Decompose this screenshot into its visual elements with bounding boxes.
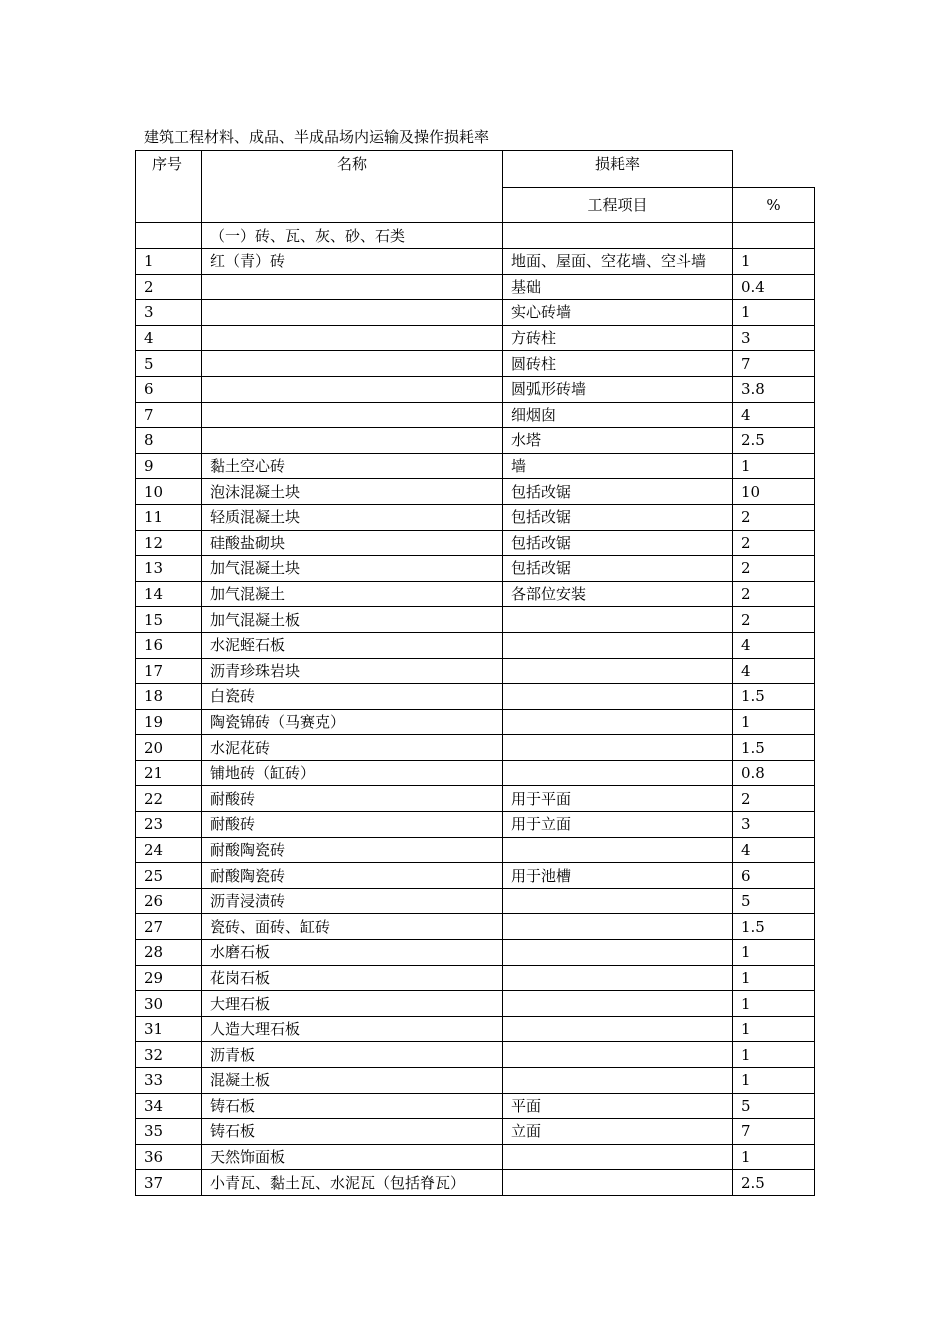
- row-number: 8: [136, 428, 202, 454]
- table-row: [136, 684, 815, 710]
- material-name: 轻质混凝土块: [202, 504, 503, 530]
- loss-rate: 1: [733, 300, 815, 326]
- table-row: [136, 735, 815, 761]
- row-number: 28: [136, 940, 202, 966]
- material-name: [202, 300, 503, 326]
- project-item: [503, 735, 733, 761]
- loss-rate: 1.5: [733, 684, 815, 710]
- table-row: [136, 504, 815, 530]
- header-name: 名称: [202, 151, 503, 223]
- row-number: 26: [136, 888, 202, 914]
- loss-rate: 1: [733, 991, 815, 1017]
- table-row: [136, 1170, 815, 1196]
- material-name: 耐酸砖: [202, 812, 503, 838]
- project-item: [503, 684, 733, 710]
- table-row: [136, 351, 815, 377]
- project-item: 包括改锯: [503, 556, 733, 582]
- project-item: [503, 1016, 733, 1042]
- loss-rate: 3: [733, 325, 815, 351]
- project-item: 包括改锯: [503, 504, 733, 530]
- row-number: 27: [136, 914, 202, 940]
- table-row: [136, 709, 815, 735]
- table-row: [136, 1144, 815, 1170]
- project-item: [503, 632, 733, 658]
- project-item: 平面: [503, 1093, 733, 1119]
- loss-rate: 3.8: [733, 376, 815, 402]
- project-item: [503, 658, 733, 684]
- loss-rate: 2: [733, 556, 815, 582]
- loss-rate: 1: [733, 1068, 815, 1094]
- table-row: [136, 376, 815, 402]
- row-number: 18: [136, 684, 202, 710]
- table-row: [136, 530, 815, 556]
- row-number: 35: [136, 1119, 202, 1145]
- material-name: 沥青珍珠岩块: [202, 658, 503, 684]
- table-row: [136, 786, 815, 812]
- loss-rate: 0.4: [733, 274, 815, 300]
- table-row: [136, 965, 815, 991]
- row-number: 12: [136, 530, 202, 556]
- project-item: 立面: [503, 1119, 733, 1145]
- row-number: 2: [136, 274, 202, 300]
- table-row: [136, 914, 815, 940]
- project-item: [503, 1042, 733, 1068]
- project-item: 细烟囱: [503, 402, 733, 428]
- project-item: 圆弧形砖墙: [503, 376, 733, 402]
- row-number: 33: [136, 1068, 202, 1094]
- row-number: 32: [136, 1042, 202, 1068]
- material-name: 铺地砖（缸砖）: [202, 760, 503, 786]
- project-item: [503, 1068, 733, 1094]
- project-item: [503, 709, 733, 735]
- loss-rate: 2: [733, 530, 815, 556]
- loss-rate: 1: [733, 965, 815, 991]
- material-name: 泡沫混凝土块: [202, 479, 503, 505]
- loss-rate: 2.5: [733, 428, 815, 454]
- project-item: [503, 914, 733, 940]
- row-number: 21: [136, 760, 202, 786]
- material-name: 耐酸陶瓷砖: [202, 863, 503, 889]
- loss-rate-table: [135, 150, 815, 1196]
- material-name: 小青瓦、黏土瓦、水泥瓦（包括脊瓦）: [202, 1170, 503, 1196]
- loss-rate: 1: [733, 940, 815, 966]
- loss-rate: 10: [733, 479, 815, 505]
- loss-rate: 2.5: [733, 1170, 815, 1196]
- row-number: 37: [136, 1170, 202, 1196]
- row-number: 24: [136, 837, 202, 863]
- loss-rate: 4: [733, 658, 815, 684]
- table-row: [136, 428, 815, 454]
- section-row: [136, 223, 815, 249]
- project-item: 水塔: [503, 428, 733, 454]
- row-number: 22: [136, 786, 202, 812]
- section-seq-cell: [136, 223, 202, 249]
- loss-rate: 6: [733, 863, 815, 889]
- table-row: [136, 325, 815, 351]
- loss-rate: 5: [733, 1093, 815, 1119]
- material-name: 黏土空心砖: [202, 453, 503, 479]
- loss-rate: 4: [733, 837, 815, 863]
- section-title: （一）砖、瓦、灰、砂、石类: [202, 223, 503, 249]
- project-item: [503, 965, 733, 991]
- table-row: [136, 300, 815, 326]
- table-row: [136, 888, 815, 914]
- table-row: [136, 632, 815, 658]
- project-item: [503, 1144, 733, 1170]
- table-row: [136, 1119, 815, 1145]
- material-name: [202, 376, 503, 402]
- row-number: 17: [136, 658, 202, 684]
- row-number: 14: [136, 581, 202, 607]
- row-number: 23: [136, 812, 202, 838]
- row-number: 13: [136, 556, 202, 582]
- loss-rate: 1: [733, 1042, 815, 1068]
- project-item: [503, 888, 733, 914]
- table-row: [136, 940, 815, 966]
- material-name: 瓷砖、面砖、缸砖: [202, 914, 503, 940]
- table-row: [136, 812, 815, 838]
- material-name: 水泥蛭石板: [202, 632, 503, 658]
- loss-rate: 0.8: [733, 760, 815, 786]
- material-name: 沥青浸渍砖: [202, 888, 503, 914]
- project-item: [503, 991, 733, 1017]
- loss-rate: 2: [733, 581, 815, 607]
- loss-rate: 7: [733, 351, 815, 377]
- header-percent: %: [733, 188, 815, 223]
- table-row: [136, 249, 815, 275]
- loss-rate: 2: [733, 504, 815, 530]
- loss-rate: 1.5: [733, 914, 815, 940]
- row-number: 10: [136, 479, 202, 505]
- table-row: [136, 274, 815, 300]
- section-rate-cell: [733, 223, 815, 249]
- table-row: [136, 837, 815, 863]
- loss-rate: 1: [733, 249, 815, 275]
- material-name: 耐酸陶瓷砖: [202, 837, 503, 863]
- table-row: [136, 991, 815, 1017]
- material-name: [202, 325, 503, 351]
- loss-rate: 4: [733, 402, 815, 428]
- row-number: 5: [136, 351, 202, 377]
- table-row: [136, 1068, 815, 1094]
- table-row: [136, 607, 815, 633]
- project-item: 包括改锯: [503, 530, 733, 556]
- material-name: [202, 402, 503, 428]
- table-row: [136, 453, 815, 479]
- material-name: 加气混凝土: [202, 581, 503, 607]
- project-item: [503, 837, 733, 863]
- loss-rate: 2: [733, 607, 815, 633]
- project-item: 各部位安装: [503, 581, 733, 607]
- loss-rate: 1.5: [733, 735, 815, 761]
- material-name: 耐酸砖: [202, 786, 503, 812]
- row-number: 6: [136, 376, 202, 402]
- material-name: 花岗石板: [202, 965, 503, 991]
- loss-rate: 1: [733, 1144, 815, 1170]
- material-name: 陶瓷锦砖（马赛克）: [202, 709, 503, 735]
- row-number: 34: [136, 1093, 202, 1119]
- material-name: 铸石板: [202, 1119, 503, 1145]
- project-item: 墙: [503, 453, 733, 479]
- table-row: [136, 1093, 815, 1119]
- header-blank-cell: [733, 151, 815, 188]
- section-item-cell: [503, 223, 733, 249]
- document-title: 建筑工程材料、成品、半成品场内运输及操作损耗率: [144, 128, 490, 146]
- table-row: [136, 402, 815, 428]
- material-name: 水磨石板: [202, 940, 503, 966]
- table-row: [136, 863, 815, 889]
- row-number: 29: [136, 965, 202, 991]
- row-number: 11: [136, 504, 202, 530]
- project-item: 基础: [503, 274, 733, 300]
- header-seq: 序号: [136, 151, 202, 223]
- row-number: 25: [136, 863, 202, 889]
- material-name: [202, 428, 503, 454]
- table-row: [136, 479, 815, 505]
- project-item: [503, 940, 733, 966]
- row-number: 19: [136, 709, 202, 735]
- material-name: [202, 274, 503, 300]
- row-number: 15: [136, 607, 202, 633]
- loss-rate: 1: [733, 1016, 815, 1042]
- project-item: [503, 1170, 733, 1196]
- material-name: 红（青）砖: [202, 249, 503, 275]
- row-number: 30: [136, 991, 202, 1017]
- material-name: 人造大理石板: [202, 1016, 503, 1042]
- project-item: [503, 760, 733, 786]
- table-row: [136, 581, 815, 607]
- loss-rate: 7: [733, 1119, 815, 1145]
- material-name: 混凝土板: [202, 1068, 503, 1094]
- material-name: 白瓷砖: [202, 684, 503, 710]
- row-number: 9: [136, 453, 202, 479]
- table-row: [136, 1042, 815, 1068]
- row-number: 36: [136, 1144, 202, 1170]
- material-name: 沥青板: [202, 1042, 503, 1068]
- header-project: 工程项目: [503, 188, 733, 223]
- loss-rate: 3: [733, 812, 815, 838]
- project-item: [503, 607, 733, 633]
- project-item: 地面、屋面、空花墙、空斗墙: [503, 249, 733, 275]
- row-number: 3: [136, 300, 202, 326]
- project-item: 包括改锯: [503, 479, 733, 505]
- material-name: [202, 351, 503, 377]
- loss-rate: 1: [733, 709, 815, 735]
- row-number: 7: [136, 402, 202, 428]
- header-rate: 损耗率: [503, 151, 733, 188]
- row-number: 16: [136, 632, 202, 658]
- material-name: 加气混凝土板: [202, 607, 503, 633]
- row-number: 4: [136, 325, 202, 351]
- material-name: 天然饰面板: [202, 1144, 503, 1170]
- row-number: 20: [136, 735, 202, 761]
- table-row: [136, 1016, 815, 1042]
- project-item: 用于立面: [503, 812, 733, 838]
- material-name: 水泥花砖: [202, 735, 503, 761]
- row-number: 1: [136, 249, 202, 275]
- loss-rate: 5: [733, 888, 815, 914]
- project-item: 实心砖墙: [503, 300, 733, 326]
- material-name: 大理石板: [202, 991, 503, 1017]
- table-row: [136, 760, 815, 786]
- project-item: 圆砖柱: [503, 351, 733, 377]
- material-name: 硅酸盐砌块: [202, 530, 503, 556]
- header-row: [136, 151, 815, 188]
- row-number: 31: [136, 1016, 202, 1042]
- loss-rate: 2: [733, 786, 815, 812]
- loss-rate: 4: [733, 632, 815, 658]
- project-item: 用于平面: [503, 786, 733, 812]
- project-item: 方砖柱: [503, 325, 733, 351]
- table-row: [136, 556, 815, 582]
- loss-rate: 1: [733, 453, 815, 479]
- material-name: 加气混凝土块: [202, 556, 503, 582]
- material-name: 铸石板: [202, 1093, 503, 1119]
- project-item: 用于池槽: [503, 863, 733, 889]
- table-row: [136, 658, 815, 684]
